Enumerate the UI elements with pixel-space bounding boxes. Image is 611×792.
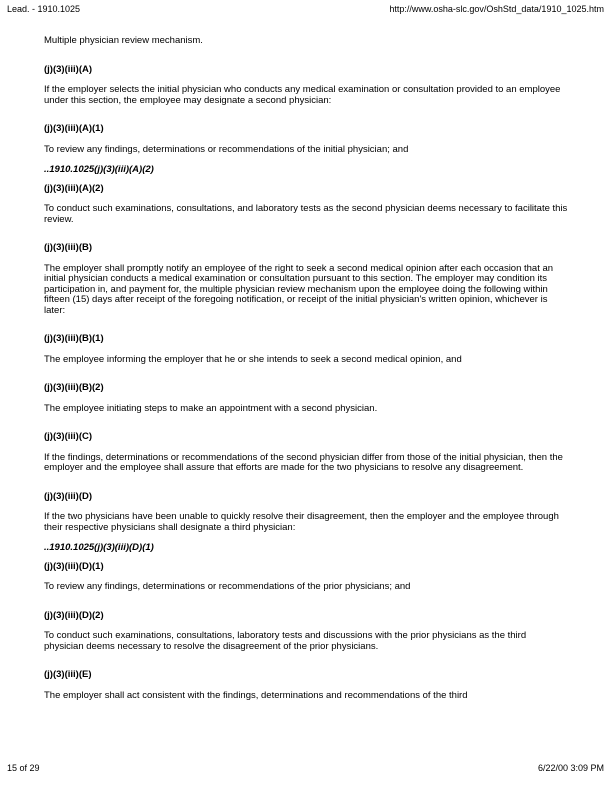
section-heading: (j)(3)(iii)(B) bbox=[44, 242, 93, 253]
page-number: 15 of 29 bbox=[7, 763, 40, 773]
paragraph: The employer shall act consistent with the findings, determinations and recommendations of the third bbox=[44, 689, 468, 701]
document-title: Lead. - 1910.1025 bbox=[7, 4, 81, 14]
section-heading: (j)(3)(iii)(A)(2) bbox=[44, 182, 104, 194]
paragraph: To review any findings, determinations or recommendations of the prior physicians; and bbox=[44, 581, 411, 592]
print-timestamp: 6/22/00 3:09 PM bbox=[537, 763, 604, 773]
section-heading: (j)(3)(iii)(B)(1) bbox=[44, 333, 104, 344]
standard-reference: ..1910.1025(j)(3)(iii)(D)(1) bbox=[44, 542, 154, 553]
paragraph: The employee informing the employer that he or she intends to seek a second medical opinion, and bbox=[44, 353, 462, 365]
section-heading: (j)(3)(iii)(D)(1) bbox=[44, 560, 104, 572]
paragraph: To conduct such examinations, consultations, and laboratory tests as the second physician deems necessary to facilitate this review. bbox=[44, 203, 568, 225]
paragraph: If the findings, determinations or recommendations of the second physician differ from those of the initial physician, then the employer and the employee shall assure that efforts are made for the two physicians to resolve any disagreement. bbox=[44, 451, 563, 473]
section-heading: (j)(3)(iii)(E) bbox=[44, 669, 92, 680]
print-footer bbox=[7, 763, 604, 774]
paragraph: Multiple physician review mechanism. bbox=[44, 35, 203, 46]
document-body bbox=[44, 36, 568, 711]
section-heading: (j)(3)(iii)(C) bbox=[44, 431, 93, 442]
section-heading: (j)(3)(iii)(D)(2) bbox=[44, 609, 104, 621]
section-heading: (j)(3)(iii)(D) bbox=[44, 490, 93, 502]
paragraph: If the two physicians have been unable to quickly resolve their disagreement, then the employer and the employee through their respective physicians shall designate a third physician: bbox=[44, 511, 559, 533]
section-heading: (j)(3)(iii)(B)(2) bbox=[44, 382, 104, 393]
section-heading: (j)(3)(iii)(A) bbox=[44, 63, 93, 75]
document-url: http://www.osha-slc.gov/OshStd_data/1910_1025.htm bbox=[389, 4, 604, 14]
print-header bbox=[7, 4, 604, 15]
paragraph: The employee initiating steps to make an appointment with a second physician. bbox=[44, 402, 378, 414]
paragraph: If the employer selects the initial physician who conducts any medical examination or consultation provided to an employee under this section, the employee may designate a second physician: bbox=[44, 84, 561, 106]
standard-reference: ..1910.1025(j)(3)(iii)(A)(2) bbox=[44, 164, 154, 175]
paragraph: The employer shall promptly notify an employee of the right to seek a second medical opinion after each occasion that an initial physician conducts a medical examination or consultation pursuant to this section. The employer may condition its participation in, and payment for, the multiple physician review mechanism upon the employee doing the following within fifteen (15) days after receipt of the foregoing notification, or receipt of the initial physician's written opinion, whichever is later: bbox=[44, 262, 554, 316]
section-heading: (j)(3)(iii)(A)(1) bbox=[44, 123, 104, 134]
paragraph: To conduct such examinations, consultations, laboratory tests and discussions with the prior physicians as the third physician deems necessary to resolve the disagreement of the prior physicians. bbox=[44, 630, 527, 652]
paragraph: To review any findings, determinations or recommendations of the initial physician; and bbox=[44, 143, 409, 155]
